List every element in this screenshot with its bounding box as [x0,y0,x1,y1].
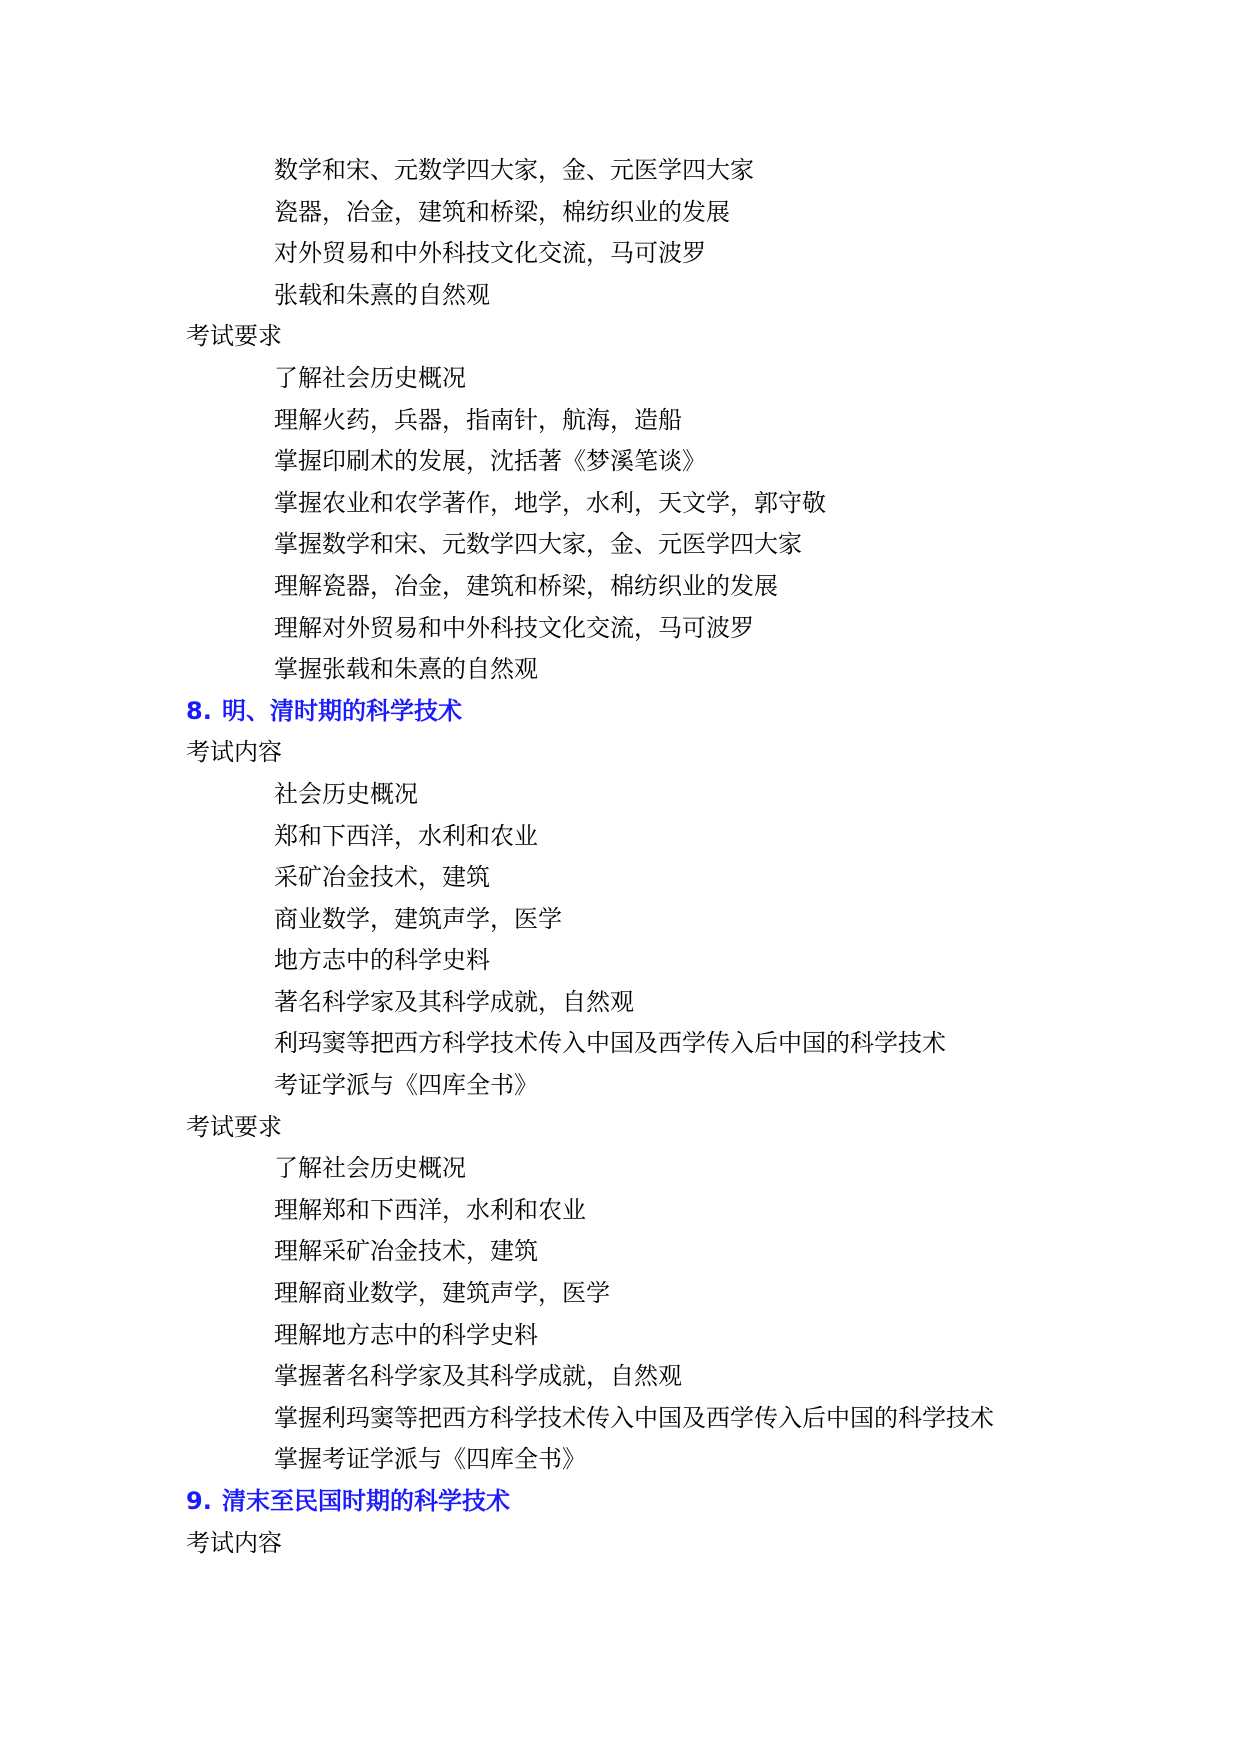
section-number: 9. [186,1487,212,1515]
list-item: 理解瓷器，冶金，建筑和桥梁，棉纺织业的发展 [274,571,778,600]
section-8-heading [0,691,1240,733]
list-item: 商业数学，建筑声学，医学 [274,904,562,933]
list-item: 社会历史概况 [274,779,418,808]
list-item: 掌握印刷术的发展，沈括著《梦溪笔谈》 [274,447,706,476]
section-7-content-list [0,150,1240,316]
section-8-content-label: 考试内容 [186,738,282,767]
section-title: 明、清时期的科学技术 [222,696,462,725]
list-item: 掌握著名科学家及其科学成就，自然观 [274,1362,682,1391]
list-item: 张载和朱熹的自然观 [274,280,490,309]
list-item: 地方志中的科学史料 [274,946,490,975]
list-item: 利玛窦等把西方科学技术传入中国及西学传入后中国的科学技术 [274,1029,946,1058]
list-item: 考证学派与《四库全书》 [274,1071,538,1100]
section-9-heading [0,1481,1240,1523]
section-number: 8. [186,696,212,725]
list-item: 理解商业数学，建筑声学，医学 [274,1279,610,1308]
list-item: 掌握考证学派与《四库全书》 [274,1445,586,1474]
list-item: 掌握张载和朱熹的自然观 [274,655,538,684]
section-9-content-label: 考试内容 [186,1528,282,1557]
section-8-requirements-label: 考试要求 [186,1112,282,1141]
section-8-content-list [0,774,1240,1107]
list-item: 了解社会历史概况 [274,1154,466,1183]
list-item: 著名科学家及其科学成就，自然观 [274,987,634,1016]
section-8-requirements-list [0,1148,1240,1481]
list-item: 掌握农业和农学著作，地学，水利，天文学，郭守敬 [274,488,826,517]
list-item: 郑和下西洋，水利和农业 [274,821,538,850]
list-item: 理解对外贸易和中外科技文化交流，马可波罗 [274,613,754,642]
section-7-requirements-list [0,358,1240,691]
section-title: 清末至民国时期的科学技术 [222,1487,510,1515]
list-item: 数学和宋、元数学四大家，金、元医学四大家 [274,156,754,184]
list-item: 了解社会历史概况 [274,363,466,392]
list-item: 掌握数学和宋、元数学四大家，金、元医学四大家 [274,530,802,559]
list-item: 掌握利玛窦等把西方科学技术传入中国及西学传入后中国的科学技术 [274,1403,994,1432]
section-7-requirements-label: 考试要求 [186,322,282,351]
list-item: 对外贸易和中外科技文化交流，马可波罗 [274,239,706,268]
list-item: 采矿冶金技术，建筑 [274,863,490,892]
list-item: 理解火药，兵器，指南针，航海，造船 [274,405,682,434]
list-item: 理解地方志中的科学史料 [274,1320,538,1349]
list-item: 理解采矿冶金技术，建筑 [274,1237,538,1266]
list-item: 瓷器，冶金，建筑和桥梁，棉纺织业的发展 [274,197,730,226]
list-item: 理解郑和下西洋，水利和农业 [274,1195,586,1224]
document-page [0,150,1240,1564]
